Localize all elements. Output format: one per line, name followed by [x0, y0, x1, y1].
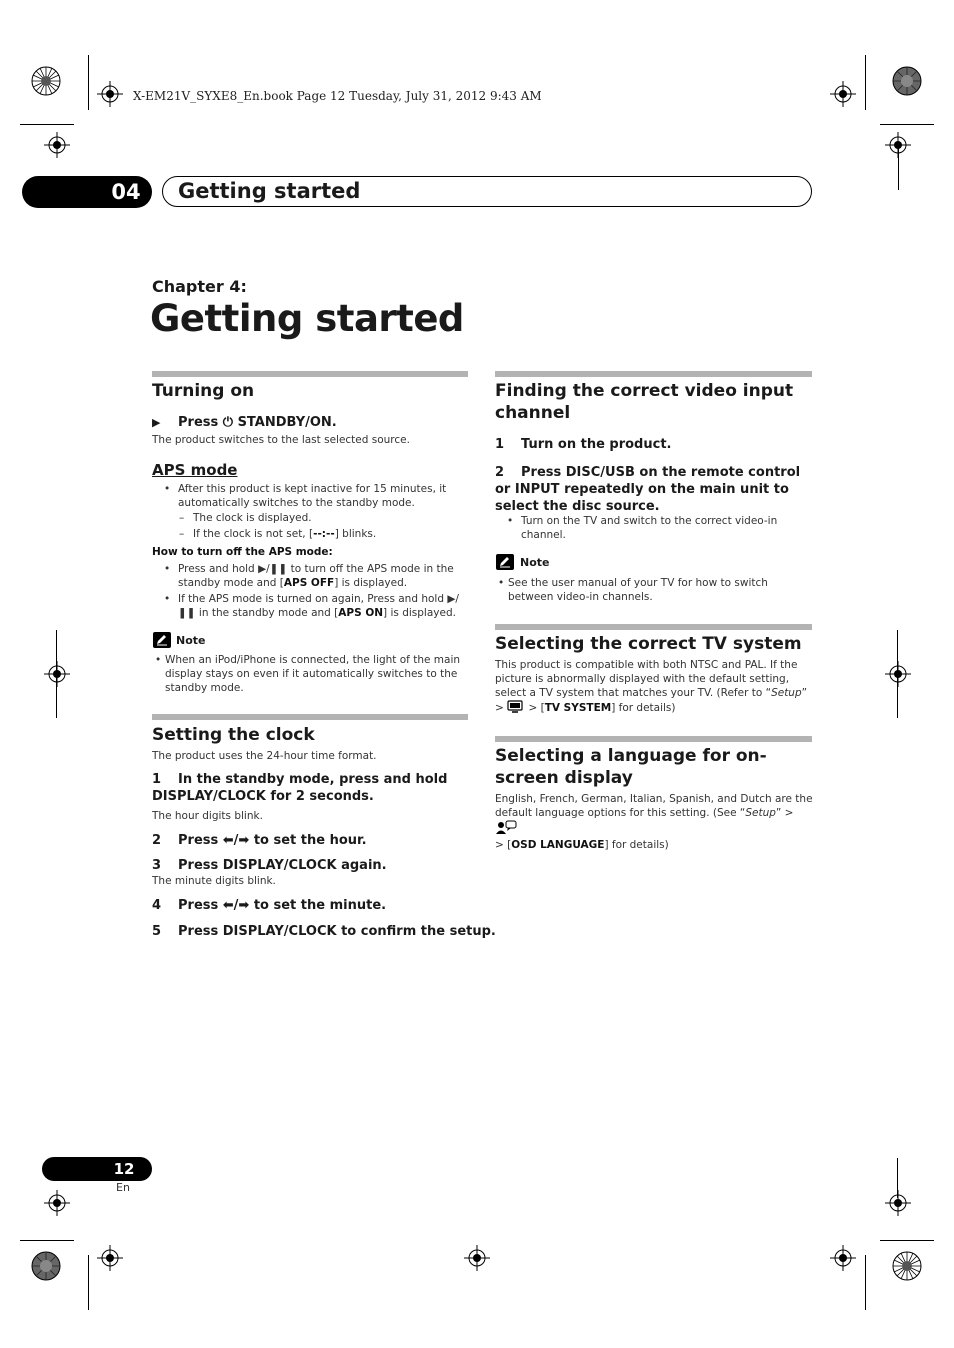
crop-mark [88, 1255, 89, 1310]
turning-on-step: Press ⏻ STANDBY/ON. [178, 415, 337, 430]
howto-text-post: ] is displayed. [383, 607, 456, 619]
aps-bullet-text: After this product is kept inactive for 15 minutes, it automatically switches to the standby mode. [178, 483, 447, 509]
osd-language-text-mid: ” > [775, 807, 794, 819]
section-divider [495, 736, 812, 742]
step-number: 5 [152, 924, 162, 939]
video-step-1: Turn on the product. [521, 437, 672, 452]
aps-sub-text-post: ] blinks. [334, 528, 377, 540]
osd-language-heading: Selecting a language for on-screen display [495, 746, 767, 788]
setup-menu-ref: Setup [771, 687, 802, 699]
osd-language-text-pre: English, French, German, Italian, Spanish, and Dutch are the default language options for this setting. (See “ [495, 793, 813, 819]
clock-intro: The product uses the 24-hour time format. [152, 750, 377, 762]
registration-crosshair-icon [464, 1245, 490, 1271]
tv-system-text-post: ] for details) [611, 702, 676, 714]
aps-sub-text: The clock is displayed. [193, 512, 312, 524]
crop-mark [897, 630, 898, 718]
howto-text-pre: If the APS mode is turned on again, Press and hold ▶/❚❚ in the standby mode and [ [178, 593, 459, 619]
step-number: 2 [495, 465, 505, 480]
page-title: Getting started [150, 297, 464, 340]
aps-howto-label: How to turn off the APS mode: [152, 546, 333, 558]
crop-mark [880, 124, 934, 125]
step-number: 1 [152, 772, 162, 787]
tv-system-bracket: [ [540, 702, 545, 714]
registration-crosshair-icon [830, 1245, 856, 1271]
clock-step-5: Press DISPLAY/CLOCK to confirm the setup. [178, 924, 496, 939]
aps-bullet: • After this product is kept inactive for 15 minutes, it automatically switches to the standby mode. [164, 483, 447, 509]
note-pencil-icon [496, 554, 514, 570]
tv-system-key: TV SYSTEM [544, 702, 612, 714]
setup-menu-ref: Setup [745, 807, 776, 819]
note-text: When an iPod/iPhone is connected, the light of the main display stays on even if it automatically switches to the standby mode. [165, 654, 461, 694]
note-text: See the user manual of your TV for how to switch between video-in channels. [508, 577, 768, 603]
registration-crosshair-icon [44, 661, 70, 687]
step-number: 1 [495, 437, 505, 452]
howto-text-pre: Press and hold ▶/❚❚ to turn off the APS mode in the standby mode and [ [178, 563, 454, 589]
osd-language-text-gt: > [ [495, 839, 512, 851]
language-speech-icon [495, 820, 517, 838]
registration-crosshair-icon [97, 1245, 123, 1271]
clock-step-3-desc: The minute digits blink. [152, 875, 276, 887]
video-bullet-text: Turn on the TV and switch to the correct video-in channel. [521, 515, 778, 541]
step-number: 3 [152, 858, 162, 873]
section-divider [152, 714, 468, 720]
crop-mark [880, 1240, 934, 1241]
print-file-info: X-EM21V_SYXE8_En.book Page 12 Tuesday, July 31, 2012 9:43 AM [133, 89, 542, 103]
crop-mark [898, 148, 899, 190]
tv-system-heading: Selecting the correct TV system [495, 634, 802, 654]
aps-sub-item: – If the clock is not set, [--:--] blinks. [179, 528, 377, 540]
howto-text-post: ] is displayed. [334, 577, 408, 589]
color-registration-rose-icon [892, 1251, 922, 1281]
crop-mark [20, 1240, 74, 1241]
osd-language-key: OSD LANGUAGE [511, 839, 605, 851]
section-divider [495, 624, 812, 630]
registration-crosshair-icon [885, 661, 911, 687]
turning-on-desc: The product switches to the last selected source. [152, 434, 410, 446]
clock-step-2: Press ⬅/➡ to set the hour. [178, 833, 367, 848]
aps-off-key: APS OFF [283, 577, 335, 589]
registration-crosshair-icon [830, 81, 856, 107]
osd-language-text [495, 792, 813, 852]
video-input-heading: Finding the correct video input channel [495, 381, 794, 423]
clock-step-3: Press DISPLAY/CLOCK again. [178, 858, 387, 873]
crop-mark [20, 124, 74, 125]
registration-crosshair-icon [44, 132, 70, 158]
registration-crosshair-icon [44, 1190, 70, 1216]
tv-system-text-mid: ” > [495, 687, 808, 714]
tv-system-text-pre: This product is compatible with both NTSC and PAL. If the picture is abnormally displayed with the default setting, select a TV system that matches your TV. (Refer to “ [495, 659, 798, 699]
tv-monitor-icon [507, 700, 525, 717]
clock-step-4: Press ⬅/➡ to set the minute. [178, 898, 387, 913]
step-number: 4 [152, 898, 162, 913]
color-registration-rose-icon [31, 1251, 61, 1281]
crop-mark [897, 1158, 898, 1198]
osd-language-text-post: ] for details) [604, 839, 669, 851]
howto-bullet: • If the APS mode is turned on again, Press and hold ▶/❚❚ in the standby mode and [APS ON] is displayed. [164, 593, 459, 619]
setting-clock-heading: Setting the clock [152, 725, 315, 745]
aps-mode-heading: APS mode [152, 461, 238, 479]
blink-display-key: --:-- [313, 528, 335, 540]
page-number: 12 [113, 1160, 135, 1178]
color-registration-rose-icon [892, 66, 922, 96]
section-divider [495, 371, 812, 377]
howto-bullet: • Press and hold ▶/❚❚ to turn off the APS mode in the standby mode and [APS OFF] is displayed. [164, 563, 454, 589]
turning-on-heading: Turning on [152, 381, 255, 401]
chapter-tab-number: 04 [111, 180, 141, 204]
video-bullet: • Turn on the TV and switch to the correct video-in channel. [507, 515, 778, 541]
chapter-tab-title: Getting started [178, 179, 361, 203]
note-bullet: • When an iPod/iPhone is connected, the light of the main display stays on even if it automatically switches to the standby mode. [155, 654, 461, 694]
chapter-label: Chapter 4: [152, 277, 247, 296]
crop-mark [865, 1255, 866, 1310]
aps-sub-text-pre: If the clock is not set, [ [193, 528, 314, 540]
tv-system-text-gt: > [525, 702, 541, 714]
color-registration-rose-icon [31, 66, 61, 96]
section-divider [152, 371, 468, 377]
note-bullet: • See the user manual of your TV for how to switch between video-in channels. [498, 577, 768, 603]
clock-step-1: In the standby mode, press and hold DISPLAY/CLOCK for 2 seconds. [152, 772, 448, 804]
aps-on-key: APS ON [338, 607, 384, 619]
video-step-2: Press DISC/USB on the remote control or INPUT repeatedly on the main unit to select the disc source. [495, 465, 801, 514]
note-label: Note [176, 634, 206, 647]
language-code: En [116, 1181, 130, 1194]
crop-mark [88, 55, 89, 110]
note-pencil-icon [153, 632, 171, 648]
aps-sub-item: – The clock is displayed. [179, 512, 312, 524]
step-arrow-icon: ▶ [152, 416, 161, 429]
registration-crosshair-icon [97, 81, 123, 107]
registration-crosshair-icon [885, 1190, 911, 1216]
clock-step-1-desc: The hour digits blink. [152, 810, 263, 822]
note-label: Note [520, 556, 550, 569]
step-number: 2 [152, 833, 162, 848]
tv-system-text [495, 658, 813, 717]
crop-mark [56, 630, 57, 718]
crop-mark [865, 55, 866, 110]
